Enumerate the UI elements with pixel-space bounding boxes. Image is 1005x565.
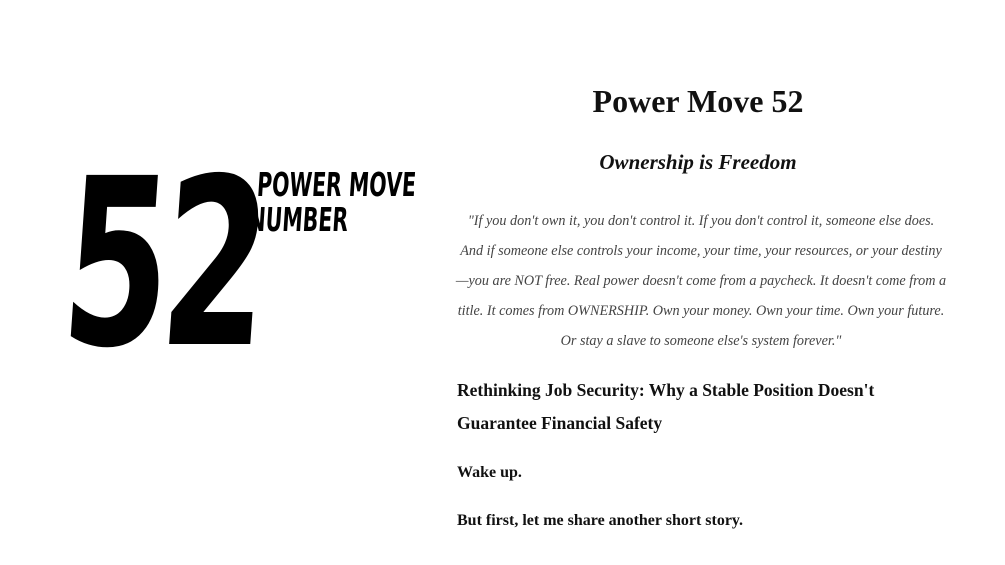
body-paragraph: But first, let me share another short story. xyxy=(457,512,744,529)
power-move-label-line-1: POWER MOVE xyxy=(255,165,418,204)
power-move-number: 52 xyxy=(54,129,271,399)
chapter-subtitle: Ownership is Freedom xyxy=(599,150,797,174)
power-move-label xyxy=(247,165,418,239)
page-title: Power Move 52 xyxy=(592,83,804,119)
section-heading: Rethinking Job Security: Why a Stable Position Doesn't Guarantee Financial Safety xyxy=(457,380,875,433)
power-move-badge xyxy=(0,0,430,565)
power-move-label-line-2: NUMBER xyxy=(247,199,350,239)
epigraph-quote: "If you don't own it, you don't control it. If you don't control it, someone else does. And if someone else controls your income, your time, your resources, or your destiny—you are NOT free. Real power doesn't come from a paycheck. It doesn't come from a title. It comes from OWNERSHIP. Own your money. Own your time. Own your future. Or stay a slave to someone else's system forever." xyxy=(455,213,947,349)
body-paragraph: Wake up. xyxy=(457,464,522,481)
chapter-content xyxy=(440,0,980,565)
